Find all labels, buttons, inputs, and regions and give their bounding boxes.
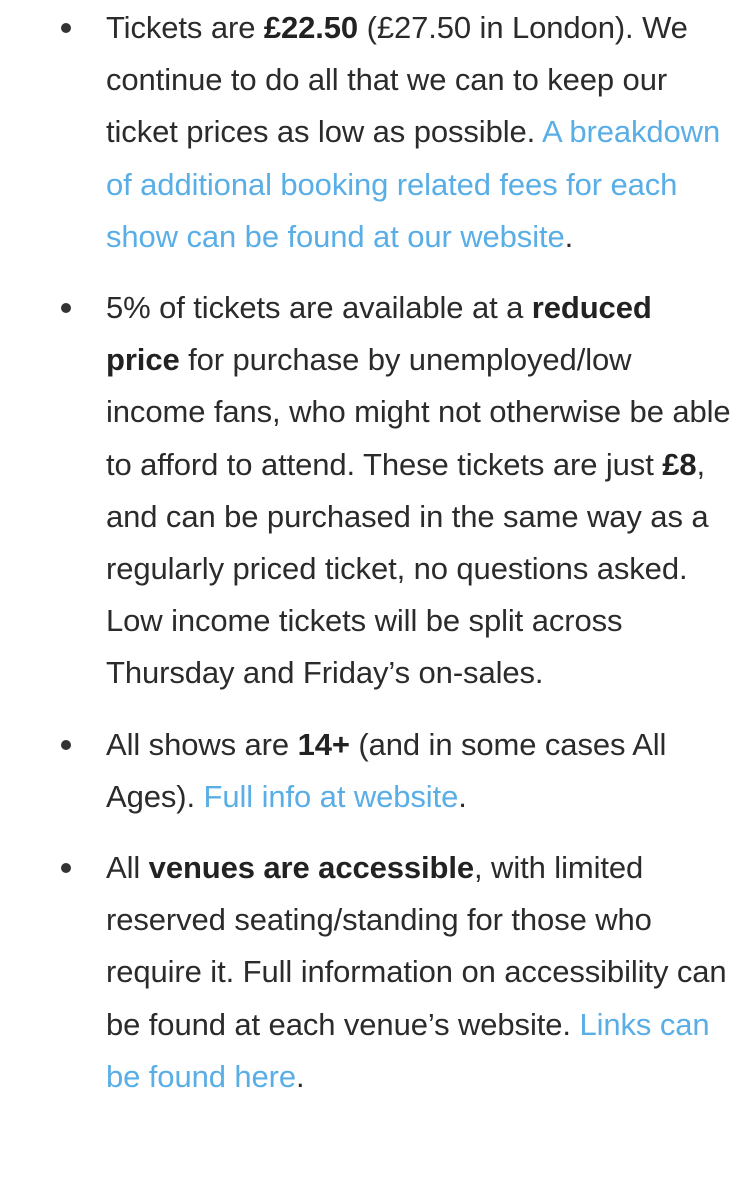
accessibility-end-text: .: [296, 1058, 305, 1094]
ticket-price-detail-text: (£27.50 in London). We continue to do all that we can to keep our ticket prices as low as possible.: [106, 10, 688, 150]
bullet-dot-icon: [61, 23, 71, 33]
ticket-price-intro-text: Tickets are: [106, 10, 264, 45]
bullet-item-age-limit: [0, 719, 755, 823]
reduced-price-value: £8: [662, 446, 697, 482]
reduced-price-label: reduced price: [106, 290, 652, 378]
full-info-link[interactable]: Full info at website: [203, 778, 459, 814]
bullet-dot-icon: [61, 303, 71, 313]
age-limit-intro-text: All shows are: [106, 726, 298, 762]
bullet-dot-icon: [61, 740, 71, 750]
age-limit-detail-text: (and in some cases All Ages).: [106, 726, 667, 814]
ticket-price-end-text: .: [564, 218, 574, 254]
age-limit-end-text: .: [458, 778, 467, 814]
reduced-price-end-text: , and can be purchased in the same way as a regularly priced ticket, no questions asked. Low income tickets will be split across Thursday and Friday’s on-sales.: [106, 446, 709, 691]
ticket-price-value: £22.50: [263, 10, 359, 45]
venue-links-link[interactable]: Links can be found here: [106, 1006, 710, 1094]
accessibility-detail-text: , with limited reserved seating/standing for those who require it. Full information on accessibility can be found at each venue’s website.: [106, 850, 727, 1042]
age-limit-value: 14+: [297, 726, 350, 762]
accessibility-highlight: venues are accessible: [148, 850, 475, 886]
reduced-price-intro-text: 5% of tickets are available at a: [106, 290, 532, 326]
booking-fees-link[interactable]: A breakdown of additional booking related fees for each show can be found at our website: [106, 114, 721, 254]
bullet-item-ticket-prices: [0, 2, 755, 263]
bullet-dot-icon: [61, 863, 71, 873]
reduced-price-detail-text: for purchase by unemployed/low income fans, who might not otherwise be able to afford to attend. These tickets are just: [106, 342, 731, 482]
bullet-item-accessibility: [0, 842, 755, 1103]
accessibility-intro-text: All: [106, 850, 149, 886]
bullet-list: [0, 2, 755, 1122]
bullet-item-reduced-price: [0, 282, 755, 700]
